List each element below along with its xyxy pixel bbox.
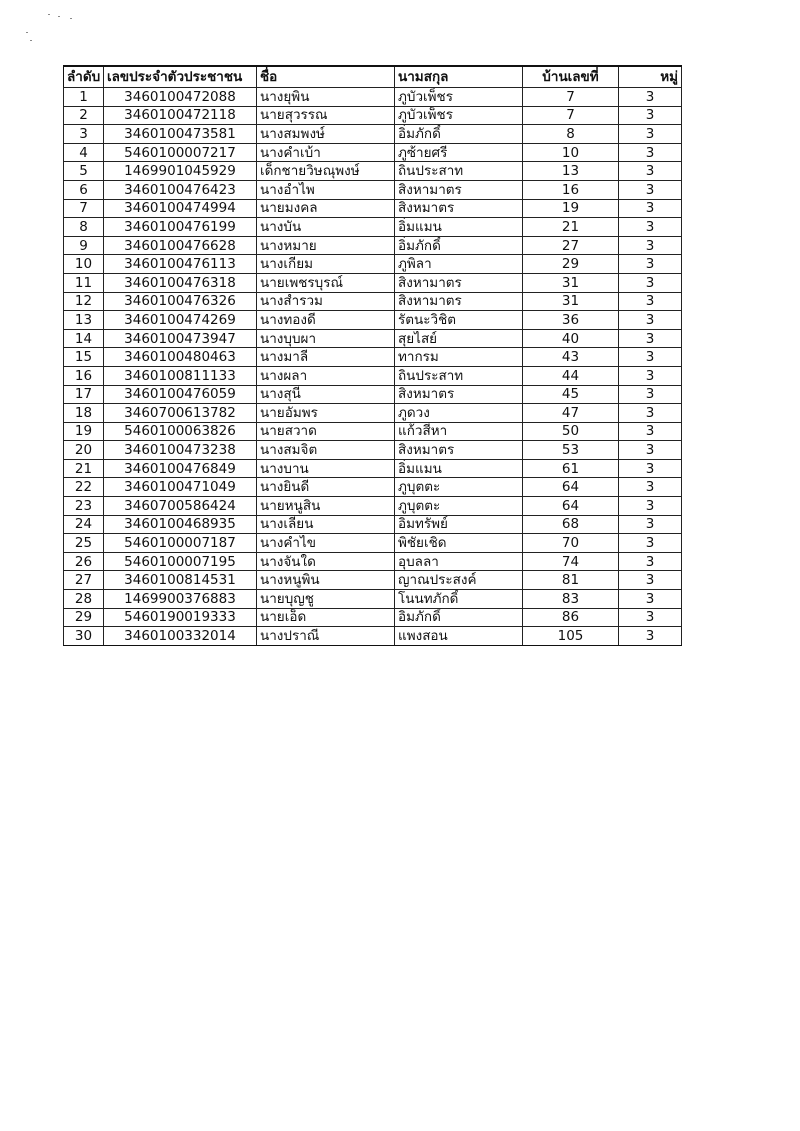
cell-citizen-id: 3460100476113: [104, 255, 257, 274]
cell-citizen-id: 3460100471049: [104, 478, 257, 497]
cell-house-no: 74: [523, 552, 619, 571]
cell-moo: 3: [619, 608, 682, 627]
cell-moo: 3: [619, 366, 682, 385]
cell-house-no: 21: [523, 218, 619, 237]
table-row: [64, 180, 682, 199]
cell-moo: 3: [619, 329, 682, 348]
cell-citizen-id: 3460100472118: [104, 106, 257, 125]
cell-house-no: 36: [523, 311, 619, 330]
cell-name: นางสมจิต: [257, 441, 395, 460]
cell-moo: 3: [619, 515, 682, 534]
cell-moo: 3: [619, 311, 682, 330]
cell-seq: 13: [64, 311, 104, 330]
cell-moo: 3: [619, 236, 682, 255]
cell-house-no: 7: [523, 106, 619, 125]
table-row: [64, 366, 682, 385]
cell-citizen-id: 3460100473581: [104, 125, 257, 144]
cell-citizen-id: 3460100474994: [104, 199, 257, 218]
header-citizen-id: เลขประจำตัวประชาชน: [104, 66, 257, 88]
table-row: [64, 125, 682, 144]
table-row: [64, 292, 682, 311]
cell-surname: ถินประสาท: [395, 162, 523, 181]
cell-seq: 24: [64, 515, 104, 534]
cell-house-no: 68: [523, 515, 619, 534]
cell-name: นางสุนี: [257, 385, 395, 404]
cell-surname: สุยไสย์: [395, 329, 523, 348]
cell-house-no: 83: [523, 590, 619, 609]
table-row: [64, 627, 682, 646]
table-row: [64, 273, 682, 292]
cell-name: นางบาน: [257, 459, 395, 478]
table-row: [64, 552, 682, 571]
cell-name: นายหนูสิน: [257, 497, 395, 516]
cell-moo: 3: [619, 255, 682, 274]
cell-house-no: 40: [523, 329, 619, 348]
cell-name: นางเลียน: [257, 515, 395, 534]
cell-name: นายมงคล: [257, 199, 395, 218]
cell-house-no: 31: [523, 273, 619, 292]
cell-citizen-id: 5460100063826: [104, 422, 257, 441]
cell-seq: 29: [64, 608, 104, 627]
cell-name: นายสุวรรณ: [257, 106, 395, 125]
cell-surname: โนนทภักดิ์: [395, 590, 523, 609]
cell-citizen-id: 3460100472088: [104, 88, 257, 107]
table-row: [64, 571, 682, 590]
cell-name: นางยินดี: [257, 478, 395, 497]
cell-citizen-id: 3460100474269: [104, 311, 257, 330]
cell-seq: 10: [64, 255, 104, 274]
table-row: [64, 608, 682, 627]
cell-citizen-id: 3460100814531: [104, 571, 257, 590]
header-moo: หมู่: [619, 66, 682, 88]
cell-name: นายบุญชู: [257, 590, 395, 609]
cell-citizen-id: 3460100476059: [104, 385, 257, 404]
cell-name: นางสำรวม: [257, 292, 395, 311]
cell-citizen-id: 3460100476849: [104, 459, 257, 478]
cell-moo: 3: [619, 106, 682, 125]
cell-name: นางคำไข: [257, 534, 395, 553]
cell-surname: สิงหามาตร: [395, 292, 523, 311]
cell-moo: 3: [619, 497, 682, 516]
table-row: [64, 404, 682, 423]
cell-name: นางมาลี: [257, 348, 395, 367]
cell-name: นางหนูพิน: [257, 571, 395, 590]
cell-surname: ภูพิลา: [395, 255, 523, 274]
cell-name: นางจันใด: [257, 552, 395, 571]
cell-moo: 3: [619, 422, 682, 441]
cell-surname: อิ่มทรัพย์: [395, 515, 523, 534]
table-row: [64, 199, 682, 218]
cell-surname: ภูบัวเพ็ชร: [395, 88, 523, 107]
cell-house-no: 61: [523, 459, 619, 478]
table-row: [64, 106, 682, 125]
cell-name: นายเพชรบุรณ์: [257, 273, 395, 292]
cell-moo: 3: [619, 292, 682, 311]
table-row: [64, 255, 682, 274]
cell-surname: ภูบัวเพ็ชร: [395, 106, 523, 125]
cell-citizen-id: 3460100468935: [104, 515, 257, 534]
cell-surname: อุบลลา: [395, 552, 523, 571]
cell-surname: แพงสอน: [395, 627, 523, 646]
cell-seq: 21: [64, 459, 104, 478]
cell-citizen-id: 5460100007187: [104, 534, 257, 553]
cell-name: นางคำเบ้า: [257, 143, 395, 162]
cell-seq: 4: [64, 143, 104, 162]
cell-moo: 3: [619, 88, 682, 107]
cell-citizen-id: 3460100811133: [104, 366, 257, 385]
cell-house-no: 70: [523, 534, 619, 553]
cell-moo: 3: [619, 627, 682, 646]
cell-surname: ภูบุตตะ: [395, 478, 523, 497]
cell-house-no: 29: [523, 255, 619, 274]
cell-surname: อิ่มแมน: [395, 459, 523, 478]
header-house-no: บ้านเลขที่: [523, 66, 619, 88]
cell-moo: 3: [619, 348, 682, 367]
cell-surname: อิ่มภักดิ์: [395, 608, 523, 627]
cell-moo: 3: [619, 143, 682, 162]
cell-surname: สิงหมาตร: [395, 385, 523, 404]
cell-surname: สิงหามาตร: [395, 273, 523, 292]
cell-surname: ภูบุตตะ: [395, 497, 523, 516]
cell-name: นายอัมพร: [257, 404, 395, 423]
cell-house-no: 64: [523, 478, 619, 497]
cell-citizen-id: 3460700586424: [104, 497, 257, 516]
cell-moo: 3: [619, 199, 682, 218]
table-row: [64, 311, 682, 330]
cell-house-no: 44: [523, 366, 619, 385]
cell-moo: 3: [619, 162, 682, 181]
cell-house-no: 19: [523, 199, 619, 218]
cell-seq: 12: [64, 292, 104, 311]
cell-seq: 8: [64, 218, 104, 237]
table-row: [64, 162, 682, 181]
cell-house-no: 8: [523, 125, 619, 144]
cell-seq: 7: [64, 199, 104, 218]
cell-seq: 6: [64, 180, 104, 199]
cell-house-no: 27: [523, 236, 619, 255]
cell-moo: 3: [619, 552, 682, 571]
cell-house-no: 45: [523, 385, 619, 404]
cell-name: นางผลา: [257, 366, 395, 385]
table-row: [64, 88, 682, 107]
cell-house-no: 43: [523, 348, 619, 367]
cell-surname: อิ่มแมน: [395, 218, 523, 237]
cell-house-no: 86: [523, 608, 619, 627]
cell-citizen-id: 1469901045929: [104, 162, 257, 181]
cell-seq: 2: [64, 106, 104, 125]
table-row: [64, 459, 682, 478]
cell-surname: สิงหามาตร: [395, 180, 523, 199]
cell-seq: 28: [64, 590, 104, 609]
table-row: [64, 422, 682, 441]
table-row: [64, 497, 682, 516]
cell-citizen-id: 3460100476628: [104, 236, 257, 255]
table-row: [64, 385, 682, 404]
table-row: [64, 441, 682, 460]
table-row: [64, 348, 682, 367]
cell-name: นางยุพิน: [257, 88, 395, 107]
cell-citizen-id: 3460100473947: [104, 329, 257, 348]
cell-citizen-id: 5460100007217: [104, 143, 257, 162]
cell-moo: 3: [619, 404, 682, 423]
cell-name: นางทองดี: [257, 311, 395, 330]
cell-house-no: 53: [523, 441, 619, 460]
cell-surname: ถินประสาท: [395, 366, 523, 385]
cell-house-no: 13: [523, 162, 619, 181]
cell-surname: อิ่มภักดิ์: [395, 236, 523, 255]
cell-name: นางบุบผา: [257, 329, 395, 348]
header-surname: นามสกุล: [395, 66, 523, 88]
cell-name: นางหมาย: [257, 236, 395, 255]
cell-moo: 3: [619, 590, 682, 609]
cell-moo: 3: [619, 441, 682, 460]
cell-seq: 25: [64, 534, 104, 553]
table-row: [64, 478, 682, 497]
header-seq: ลำดับ: [64, 66, 104, 88]
cell-surname: ภูดวง: [395, 404, 523, 423]
cell-surname: อิ่มภักดิ์: [395, 125, 523, 144]
header-name: ชื่อ: [257, 66, 395, 88]
cell-citizen-id: 3460100476199: [104, 218, 257, 237]
cell-citizen-id: 3460100332014: [104, 627, 257, 646]
cell-name: นางอำไพ: [257, 180, 395, 199]
cell-citizen-id: 3460100476423: [104, 180, 257, 199]
cell-name: นายสวาด: [257, 422, 395, 441]
cell-seq: 15: [64, 348, 104, 367]
cell-surname: ภูซ้ายศรี: [395, 143, 523, 162]
cell-citizen-id: 3460700613782: [104, 404, 257, 423]
cell-citizen-id: 5460190019333: [104, 608, 257, 627]
cell-name: นางสมพงษ์: [257, 125, 395, 144]
cell-name: เด็กชายวิษณุพงษ์: [257, 162, 395, 181]
cell-moo: 3: [619, 125, 682, 144]
cell-house-no: 16: [523, 180, 619, 199]
cell-seq: 19: [64, 422, 104, 441]
cell-seq: 22: [64, 478, 104, 497]
table-row: [64, 329, 682, 348]
cell-house-no: 50: [523, 422, 619, 441]
cell-name: นางปราณี: [257, 627, 395, 646]
cell-seq: 17: [64, 385, 104, 404]
cell-seq: 20: [64, 441, 104, 460]
cell-seq: 1: [64, 88, 104, 107]
cell-surname: แก้วสีหา: [395, 422, 523, 441]
cell-name: นางบัน: [257, 218, 395, 237]
table-header-row: [64, 66, 682, 88]
cell-moo: 3: [619, 478, 682, 497]
cell-seq: 26: [64, 552, 104, 571]
table-row: [64, 515, 682, 534]
cell-house-no: 64: [523, 497, 619, 516]
cell-surname: ทากรม: [395, 348, 523, 367]
cell-seq: 14: [64, 329, 104, 348]
cell-citizen-id: 3460100476326: [104, 292, 257, 311]
cell-citizen-id: 3460100476318: [104, 273, 257, 292]
cell-seq: 23: [64, 497, 104, 516]
table-body: [64, 88, 682, 646]
table-row: [64, 143, 682, 162]
cell-house-no: 81: [523, 571, 619, 590]
cell-surname: สิงหมาตร: [395, 199, 523, 218]
cell-surname: พิชัยเชิด: [395, 534, 523, 553]
cell-house-no: 7: [523, 88, 619, 107]
cell-seq: 30: [64, 627, 104, 646]
table-row: [64, 218, 682, 237]
cell-name: นายเอ็ด: [257, 608, 395, 627]
cell-seq: 11: [64, 273, 104, 292]
table-row: [64, 590, 682, 609]
cell-seq: 9: [64, 236, 104, 255]
scan-specks: [20, 10, 90, 50]
cell-citizen-id: 1469900376883: [104, 590, 257, 609]
cell-moo: 3: [619, 273, 682, 292]
cell-moo: 3: [619, 180, 682, 199]
cell-surname: รัตนะวิชิต: [395, 311, 523, 330]
cell-surname: สิงหมาตร: [395, 441, 523, 460]
cell-seq: 5: [64, 162, 104, 181]
resident-table: [63, 65, 682, 646]
cell-name: นางเกียม: [257, 255, 395, 274]
cell-moo: 3: [619, 385, 682, 404]
cell-house-no: 10: [523, 143, 619, 162]
table-row: [64, 236, 682, 255]
cell-house-no: 47: [523, 404, 619, 423]
cell-moo: 3: [619, 459, 682, 478]
cell-seq: 18: [64, 404, 104, 423]
cell-seq: 27: [64, 571, 104, 590]
cell-citizen-id: 3460100473238: [104, 441, 257, 460]
cell-citizen-id: 5460100007195: [104, 552, 257, 571]
cell-moo: 3: [619, 218, 682, 237]
cell-surname: ญาณประสงค์: [395, 571, 523, 590]
cell-house-no: 31: [523, 292, 619, 311]
table-row: [64, 534, 682, 553]
cell-citizen-id: 3460100480463: [104, 348, 257, 367]
cell-seq: 3: [64, 125, 104, 144]
cell-moo: 3: [619, 534, 682, 553]
cell-moo: 3: [619, 571, 682, 590]
cell-house-no: 105: [523, 627, 619, 646]
cell-seq: 16: [64, 366, 104, 385]
